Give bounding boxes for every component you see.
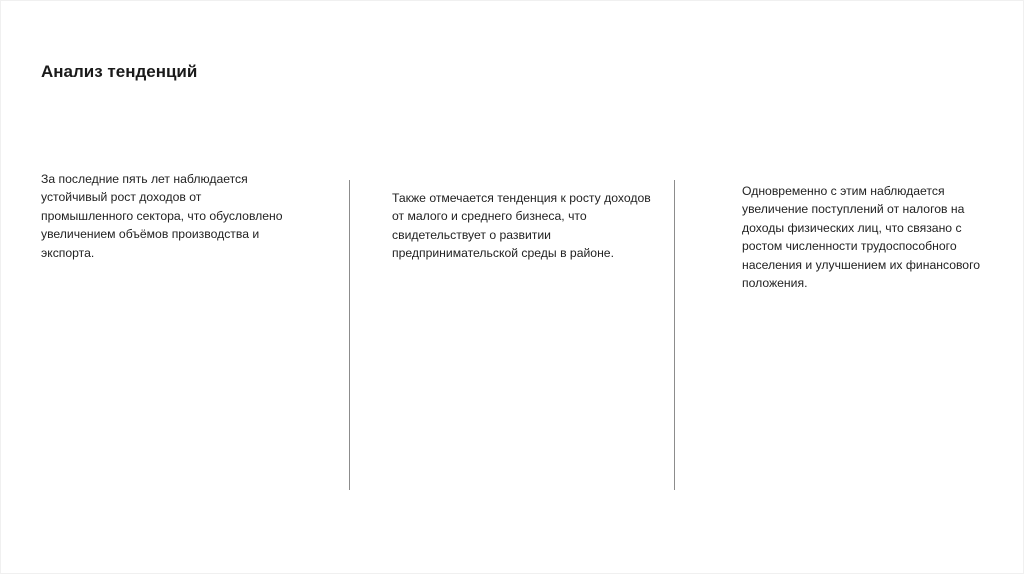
column-text-industrial: За последние пять лет наблюдается устойчивый рост доходов от промышленного сектора, что обусловлено увеличением объёмов производства и экспорта. [41, 172, 283, 260]
slide-title: Анализ тенденций [41, 62, 198, 81]
column-text-personal-income-tax: Одновременно с этим наблюдается увеличение поступлений от налогов на доходы физических лиц, что связано с ростом численности трудоспособного населения и улучшением их финансового положения. [742, 184, 981, 291]
column-divider [349, 180, 350, 490]
column-divider [674, 180, 675, 490]
column-text-small-business: Также отмечается тенденция к росту доходов от малого и среднего бизнеса, что свидетельствует о развитии предпринимательской среды в районе. [392, 191, 651, 261]
